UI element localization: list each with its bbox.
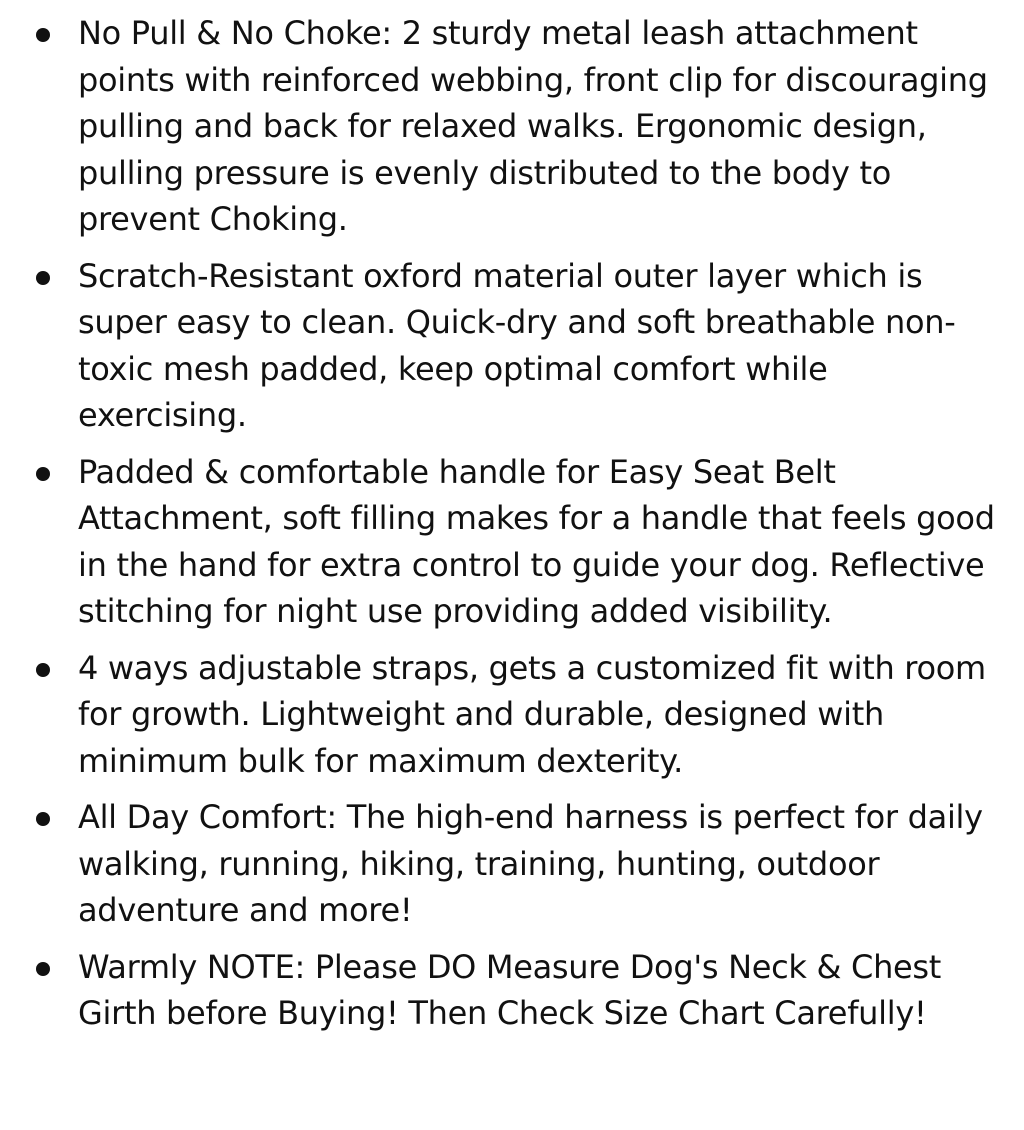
list-item [0,10,1024,243]
bullet-text: Warmly NOTE: Please DO Measure Dog's Neck & Chest Girth before Buying! Then Check Size Chart Carefully! [78,947,942,1032]
bullet-icon [36,467,50,481]
list-item [0,645,1024,785]
bullet-icon [36,271,50,285]
feature-bullet-list [0,10,1024,1047]
list-item [0,944,1024,1037]
list-item [0,794,1024,934]
list-item [0,253,1024,439]
bullet-icon [36,962,50,976]
bullet-text: No Pull & No Choke: 2 sturdy metal leash attachment points with reinforced webbing, front clip for discouraging pulling and back for relaxed walks. Ergonomic design, pulling pressure is evenly distributed to the body to prevent Choking. [78,14,988,238]
bullet-text: Padded & comfortable handle for Easy Seat Belt Attachment, soft filling makes for a handle that feels good in the hand for extra control to guide your dog. Reflective stitching for night use providing added visibility. [78,452,995,630]
bullet-icon [36,663,50,677]
bullet-text: All Day Comfort: The high-end harness is perfect for daily walking, running, hiking, training, hunting, outdoor adventure and more! [78,798,983,929]
list-item [0,449,1024,635]
bullet-text: Scratch-Resistant oxford material outer layer which is super easy to clean. Quick-dry and soft breathable non-toxic mesh padded, keep optimal comfort while exercising. [78,256,956,434]
bullet-text: 4 ways adjustable straps, gets a customized fit with room for growth. Lightweight and durable, designed with minimum bulk for maximum dexterity. [78,648,986,780]
bullet-icon [36,28,50,42]
bullet-icon [36,812,50,826]
